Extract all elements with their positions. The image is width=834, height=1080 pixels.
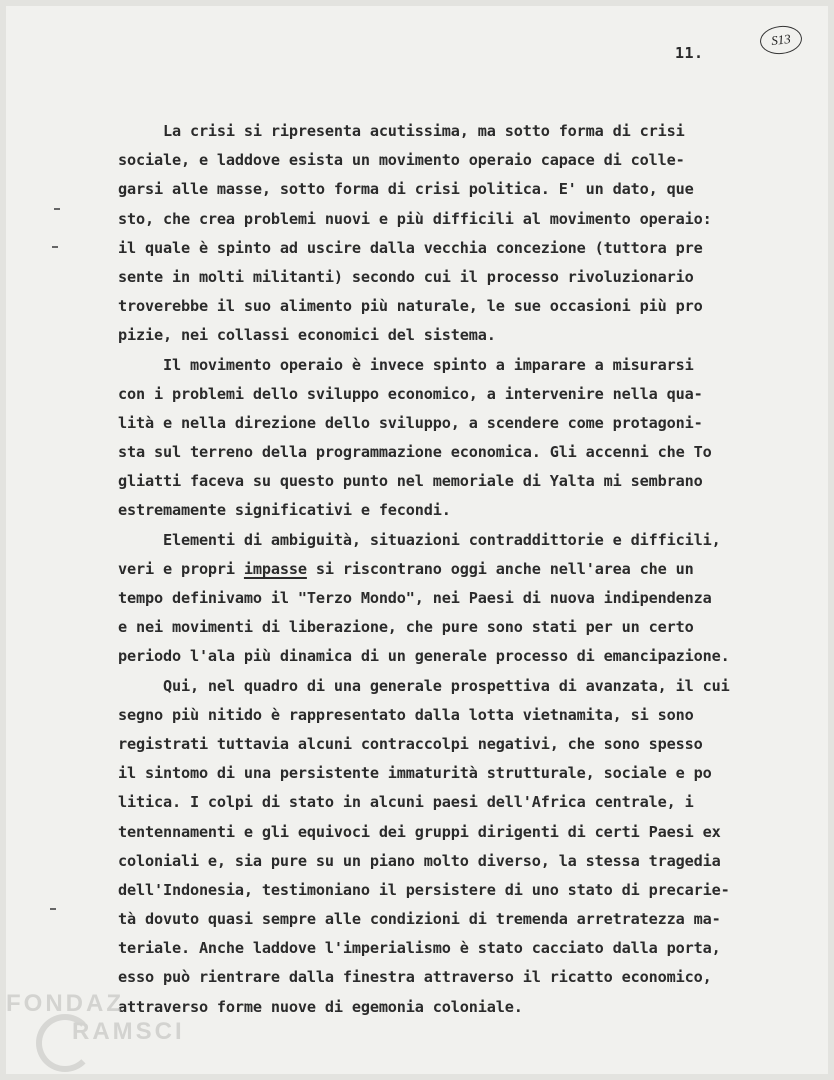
text-line-with-underline	[118, 555, 798, 584]
page-number: 11.	[675, 44, 704, 62]
text-line: coloniali e, sia pure su un piano molto diverso, la stessa tragedia	[118, 851, 721, 870]
text-line: estremamente significativi e fecondi.	[118, 501, 451, 520]
text-segment: veri e propri	[118, 559, 244, 578]
text-line: periodo l'ala più dinamica di un generale processo di emancipazione.	[118, 647, 730, 666]
text-line: troverebbe il suo alimento più naturale, le sue occasioni più pro	[118, 297, 703, 316]
margin-mark	[54, 208, 60, 210]
text-line: pizie, nei collassi economici del sistema.	[118, 326, 496, 345]
typed-body-text	[118, 117, 798, 1022]
text-line: il sintomo di una persistente immaturità strutturale, sociale e po	[118, 764, 712, 783]
watermark-text: FONDAZ	[6, 990, 124, 1017]
text-line: Il movimento operaio è invece spinto a imparare a misurarsi	[118, 355, 694, 374]
text-line: La crisi si ripresenta acutissima, ma sotto forma di crisi	[118, 122, 685, 140]
text-line: teriale. Anche laddove l'imperialismo è stato cacciato dalla porta,	[118, 939, 721, 958]
text-line: garsi alle masse, sotto forma di crisi politica. E' un dato, que	[118, 180, 694, 199]
margin-mark	[52, 246, 58, 248]
text-line: registrati tuttavia alcuni contraccolpi negativi, che sono spesso	[118, 734, 703, 753]
text-line: sto, che crea problemi nuovi e più difficili al movimento operaio:	[118, 209, 712, 228]
text-line: Elementi di ambiguità, situazioni contraddittorie e difficili,	[118, 530, 721, 549]
text-line: il quale è spinto ad uscire dalla vecchia concezione (tuttora pre	[118, 238, 703, 257]
text-line: con i problemi dello sviluppo economico, a intervenire nella qua-	[118, 384, 703, 403]
text-line: gliatti faceva su questo punto nel memoriale di Yalta mi sembrano	[118, 472, 703, 491]
text-line: litica. I colpi di stato in alcuni paesi dell'Africa centrale, i	[118, 793, 694, 812]
text-segment: si riscontrano oggi anche nell'area che un	[306, 559, 694, 578]
archive-watermark	[2, 988, 222, 1078]
watermark-text: RAMSCI	[72, 1018, 185, 1045]
text-line: sociale, e laddove esista un movimento operaio capace di colle-	[118, 151, 685, 170]
text-line: esso può rientrare dalla finestra attraverso il ricatto economico,	[118, 968, 712, 987]
text-line: tà dovuto quasi sempre alle condizioni di tremenda arretratezza ma-	[118, 910, 721, 929]
underlined-word: impasse	[243, 559, 307, 578]
text-line: dell'Indonesia, testimoniano il persistere di uno stato di precarie-	[118, 880, 730, 899]
archive-stamp: S13	[759, 24, 804, 56]
margin-mark	[50, 908, 56, 910]
text-line: segno più nitido è rappresentato dalla lotta vietnamita, si sono	[118, 705, 694, 724]
text-line: tentennamenti e gli equivoci dei gruppi dirigenti di certi Paesi ex	[118, 822, 721, 841]
text-line: sta sul terreno della programmazione economica. Gli accenni che To	[118, 443, 712, 462]
text-line: tempo definivamo il "Terzo Mondo", nei Paesi di nuova indipendenza	[118, 589, 712, 607]
text-line: Qui, nel quadro di una generale prospettiva di avanzata, il cui	[118, 676, 730, 695]
text-line: sente in molti militanti) secondo cui il processo rivoluzionario	[118, 267, 694, 286]
text-line: attraverso forme nuove di egemonia coloniale.	[118, 997, 523, 1016]
text-line: e nei movimenti di liberazione, che pure sono stati per un certo	[118, 618, 694, 637]
text-line: lità e nella direzione dello sviluppo, a scendere come protagoni-	[118, 413, 703, 432]
